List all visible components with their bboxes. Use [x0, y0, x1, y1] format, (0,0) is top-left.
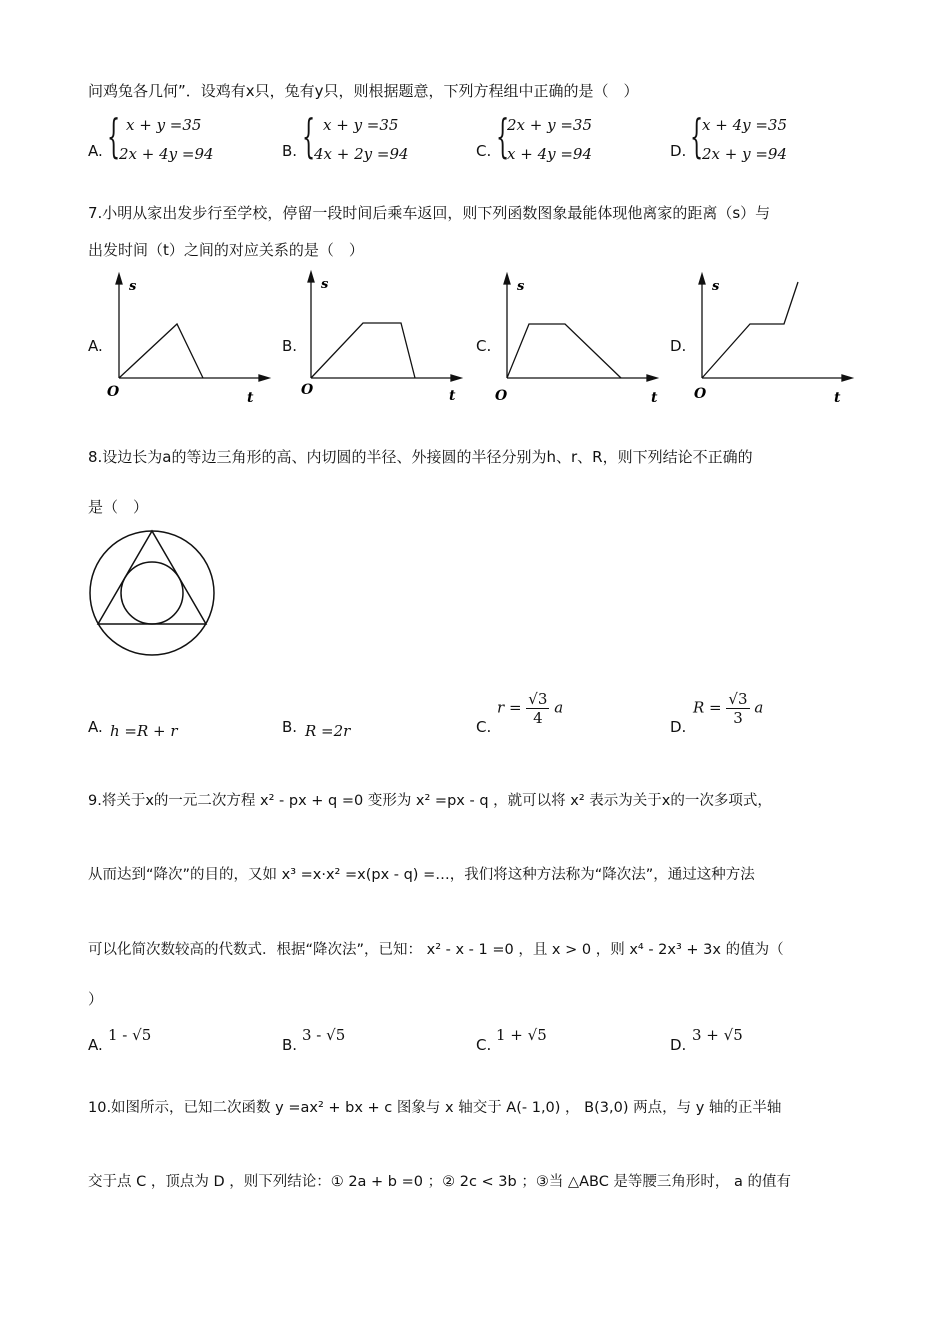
q7-graph-b[interactable]: [297, 266, 472, 406]
equation-1: x + y =35: [126, 116, 202, 134]
origin-label: O: [495, 388, 508, 404]
q7-graph-a[interactable]: [105, 268, 280, 408]
q8-figure: [88, 525, 220, 661]
brace: {: [107, 109, 121, 163]
graph-line: [119, 324, 203, 378]
brace: {: [302, 109, 316, 163]
x-axis-arrow: [451, 375, 461, 381]
graph-line: [311, 323, 415, 378]
x-axis-label: t: [834, 390, 841, 406]
x-axis-arrow: [842, 375, 852, 381]
equation-2: 2x + y =94: [702, 145, 788, 163]
option-label: C.: [476, 718, 492, 736]
q6-stem-end: 问鸡兔各几何”．设鸡有x只，兔有y只，则根据题意，下列方程组中正确的是（ ）: [88, 82, 639, 100]
y-axis-label: s: [129, 279, 137, 294]
origin-label: O: [694, 386, 707, 402]
q7-option-d-label[interactable]: D.: [670, 337, 687, 355]
q8-stem-line-1: 8.设边长为a的等边三角形的高、内切圆的半径、外接圆的半径分别为h、r、R，则下列结论不正确的: [88, 448, 753, 466]
equation-1: 2x + y =35: [507, 116, 593, 134]
option-label: D.: [670, 142, 687, 160]
y-axis-arrow: [699, 274, 705, 284]
x-axis-arrow: [647, 375, 657, 381]
option-label: D.: [670, 1036, 687, 1054]
y-axis-arrow: [504, 274, 510, 284]
brace: {: [496, 109, 510, 163]
equilateral-triangle: [98, 531, 206, 624]
q7-option-c-label[interactable]: C.: [476, 337, 492, 355]
q7-option-b-label[interactable]: B.: [282, 337, 298, 355]
graph-line: [507, 324, 621, 378]
denominator: 4: [533, 709, 543, 727]
equation-2: x + 4y =94: [507, 145, 593, 163]
inscribed-circle: [121, 562, 183, 624]
q7-stem-line-2: 出发时间（t）之间的对应关系的是（ ）: [88, 241, 364, 259]
formula-rhs: a: [554, 698, 564, 717]
q7-graph-d[interactable]: [688, 268, 863, 408]
option-label: B.: [282, 1036, 298, 1054]
x-axis-label: t: [247, 390, 254, 406]
q10-stem-line-2: 交于点 C ，顶点为 D ，则下列结论：① 2a + b =0 ；② 2c < 3b ；③当 △ABC 是等腰三角形时， a 的值有: [88, 1174, 792, 1190]
circumscribed-circle: [90, 531, 214, 655]
x-axis-arrow: [259, 375, 269, 381]
x-axis-label: t: [449, 388, 456, 404]
formula-lhs: R =: [693, 698, 722, 717]
option-formula: [693, 690, 763, 727]
option-formula: h =R + r: [110, 722, 178, 740]
formula-lhs: r =: [497, 698, 522, 717]
option-label: C.: [476, 1036, 492, 1054]
fraction: [726, 690, 749, 727]
numerator: √3: [728, 690, 748, 708]
numerator: √3: [528, 690, 548, 708]
y-axis-label: s: [712, 279, 720, 294]
q9-stem-line-1: 9.将关于x的一元二次方程 x² - px + q =0 变形为 x² =px - q ，就可以将 x² 表示为关于x的一次多项式，: [88, 793, 772, 809]
option-label: A.: [88, 1036, 103, 1054]
option-label: B.: [282, 718, 298, 736]
y-axis-label: s: [517, 279, 525, 294]
q9-stem-line-4: ）: [88, 990, 104, 1008]
option-formula: R =2r: [305, 722, 351, 740]
q7-option-a-label[interactable]: A.: [88, 337, 103, 355]
option-formula: 3 - √5: [302, 1026, 346, 1044]
fraction: [526, 690, 549, 727]
option-formula: 1 + √5: [496, 1026, 547, 1044]
option-label: A.: [88, 718, 103, 736]
equation-1: x + 4y =35: [702, 116, 788, 134]
option-formula: 1 - √5: [108, 1026, 152, 1044]
x-axis-label: t: [651, 390, 658, 406]
equation-1: x + y =35: [323, 116, 399, 134]
q10-stem-line-1: 10.如图所示，已知二次函数 y =ax² + bx + c 图象与 x 轴交于 A(- 1,0) ， B(3,0) 两点，与 y 轴的正半轴: [88, 1100, 782, 1116]
origin-label: O: [107, 384, 120, 400]
origin-label: O: [301, 382, 314, 398]
equation-2: 2x + 4y =94: [119, 145, 214, 163]
equation-2: 4x + 2y =94: [314, 145, 409, 163]
option-label: D.: [670, 718, 687, 736]
y-axis-arrow: [308, 272, 314, 282]
q8-stem-line-2: 是（ ）: [88, 498, 149, 516]
graph-line: [702, 282, 798, 378]
option-formula: 3 + √5: [692, 1026, 743, 1044]
q9-stem-line-3: 可以化简次数较高的代数式．根据“降次法”，已知： x² - x - 1 =0 ，且 x > 0 ，则 x⁴ - 2x³ + 3x 的值为（: [88, 942, 784, 958]
q7-graph-c[interactable]: [493, 268, 668, 408]
option-formula: [497, 690, 563, 727]
q9-stem-line-2: 从而达到“降次”的目的，又如 x³ =x·x² =x(px - q) =…，我们将这种方法称为“降次法”，通过这种方法: [88, 867, 755, 883]
y-axis-label: s: [321, 277, 329, 292]
option-label: B.: [282, 142, 298, 160]
option-label: C.: [476, 142, 492, 160]
y-axis-arrow: [116, 274, 122, 284]
option-label: A.: [88, 142, 103, 160]
brace: {: [690, 109, 704, 163]
denominator: 3: [733, 709, 743, 727]
q7-stem-line-1: 7.小明从家出发步行至学校，停留一段时间后乘车返回，则下列函数图象最能体现他离家的距离（s）与: [88, 204, 771, 222]
formula-rhs: a: [754, 698, 764, 717]
